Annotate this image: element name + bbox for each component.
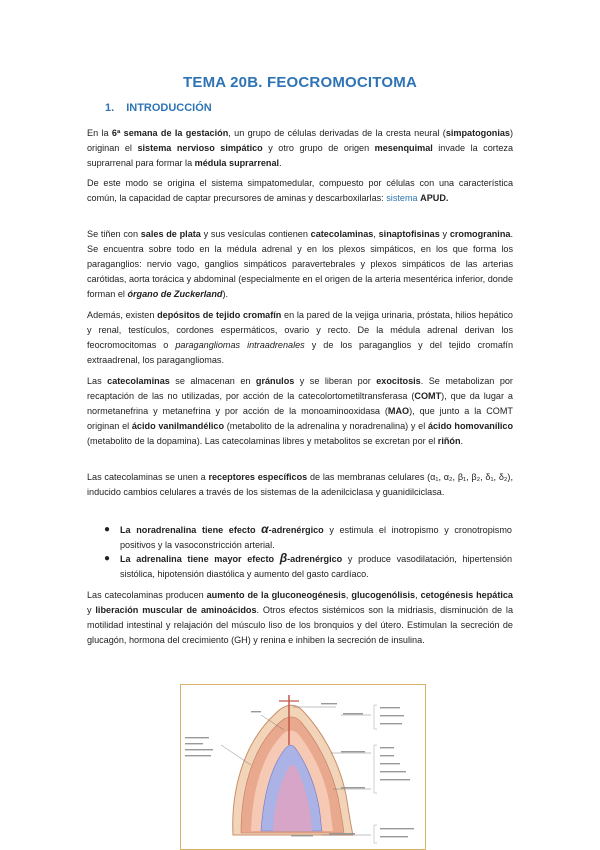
- paragraph-paraganglios: Se tiñen con sales de plata y sus vesículas contienen catecolaminas, sinaptofisinas y cromogranina. Se encuentra sobre todo en la médula adrenal y en los plexos simpáticos, en los que forma los paraganglios: nervio vago, ganglios simpáticos paravertebrales y plexos simpáticos de las arterias carótidas, aorta torácica y abdominal (especialmente en el origen de la arteria mesentérica inferior, donde forman el órgano de Zuckerland).: [87, 229, 513, 299]
- bullet-icon: ●: [104, 553, 111, 564]
- paragraph-efectos: Las catecolaminas producen aumento de la gluconeogénesis, glucogenólisis, cetogénesis hepática y liberación muscular de aminoácidos. Otros efectos sistémicos son la midriasis, disminución de la motilidad intestinal y relajación del músculo liso de los bronquios y del útero. Estimulan la secreción de glucagón, hormona del crecimiento (GH) y renina e inhiben la secreción de insulina.: [87, 590, 513, 645]
- bullet-icon: ●: [104, 524, 111, 535]
- section-number: 1.: [105, 102, 115, 114]
- paragraph-receptores: Las catecolaminas se unen a receptores específicos de las membranas celulares (α₁, α₂, β₁, β₂, δ₁, δ₂), inducido cambios celulares a través de los sistemas de la adenilciclasa y guanidilciclasa.: [87, 472, 513, 497]
- section-label: INTRODUCCIÓN: [126, 102, 212, 114]
- paragraph-tejido-cromafin: Además, existen depósitos de tejido cromafín en la pared de la vejiga urinaria, próstata, hilios hepático y renal, testículos, cordones espermáticos, ovario y recto. De la médula adrenal derivan los feocromocitomas o paragangliomas intraadrenales y de los paraganglios y del tejido cromafín extraadrenal, los paragangliomas.: [87, 310, 513, 365]
- paragraph-gestacion: En la 6ª semana de la gestación, un grupo de células derivadas de la cresta neural (simpatogonias) originan el sistema nervioso simpático y otro grupo de origen mesenquimal invade la corteza suprarrenal para formar la médula suprarrenal.: [87, 128, 514, 168]
- adrenal-gland-illustration: [181, 685, 425, 849]
- paragraph-metabolismo: Las catecolaminas se almacenan en gránulos y se liberan por exocitosis. Se metabolizan por recaptación de las no utilizadas, por acción de la catecolortometiltransferasa (COMT), que da lugar a normetanefrina y metanefrina y por acción de la monoaminooxidasa (MAO), que junto a la COMT originan el ácido vanilmandélico (metabolito de la adrenalina y noradrenalina) y el ácido homovanílico (metabolito de la dopamina). Las catecolaminas libres y metabolitos se excretan por el riñón.: [87, 376, 514, 446]
- adrenal-gland-figure: [180, 684, 426, 850]
- document-page: TEMA 20B. FEOCROMOCITOMA 1. INTRODUCCIÓN En la 6ª semana de la gestación, un grupo de células derivadas de la cresta neural (simpatogonias) originan el sistema nervioso simpático y otro grupo de origen mesenquimal invade la corteza suprarrenal para formar la médula suprarrenal. De este modo se origina el sistema simpatomedular, compuesto por células con una característica común, la capacidad de captar precursores de aminas y descarboxilarlas: sistema APUD. Se tiñen con sales de plata y sus vesículas contienen catecolaminas, sinaptofisinas y cromogranina. Se encuentra sobre todo en la médula adrenal y en los plexos simpáticos, en los que forma los paraganglios: nervio vago, ganglios simpáticos paravertebrales y plexos simpáticos de las arterias carótidas, aorta torácica y abdominal (especialmente en el origen de la arteria mesentérica inferior, donde forman el órgano de Zuckerland). Además, existen depósitos de tejido cromafín en la pared de la vejiga urinaria, próstata, hilios hepático y renal, testículos, cordones espermáticos, ovario y recto. De la médula adrenal derivan los feocromocitomas o paragangliomas intraadrenales y de los paraganglios y del tejido cromafín extraadrenal, los paragangliomas. Las catecolaminas se almacenan en gránulos y se liberan por exocitosis. Se metabolizan por recaptación de las no utilizadas, por acción de la catecolortometiltransferasa (COMT), que da lugar a normetanefrina y metanefrina y por acción de la monoaminooxidasa (MAO), que junto a la COMT originan el ácido vanilmandélico (metabolito de la adrenalina y noradrenalina) y el ácido homovanílico (metabolito de la dopamina). Las catecolaminas libres y metabolitos se excretan por el riñón. Las catecolaminas se unen a receptores específicos de las membranas celulares (α₁, α₂, β₁, β₂, δ₁, δ₂), inducido cambios celulares a través de los sistemas de la adenilciclasa y guanidilciclasa. ● La noradrenalina tiene efecto α-adrenérgico y estimula el inotropismo y cronotropismo positivos y la vasoconstricción arterial. ● La adrenalina tiene mayor efecto β-adrenérgico y produce vasodilatación, hipertensión sistólica, hipotensión diastólica y aumento del gasto cardíaco. Las catecolaminas producen aumento de la gluconeogénesis, glucogenólisis, cetogénesis hepática y liberación muscular de aminoácidos. Otros efectos sistémicos son la midriasis, disminución de la motilidad intestinal y relajación del músculo liso de los bronquios y del útero. Estimulan la secreción de glucagón, hormona del crecimiento (GH) y renina e inhiben la secreción de insulina.: [0, 0, 600, 848]
- paragraph-apud: De este modo se origina el sistema simpatomedular, compuesto por células con una característica común, la capacidad de captar precursores de aminas y descarboxilarlas: sistema APUD.: [87, 178, 513, 203]
- section-heading: [105, 102, 212, 114]
- page-title: TEMA 20B. FEOCROMOCITOMA: [183, 74, 417, 91]
